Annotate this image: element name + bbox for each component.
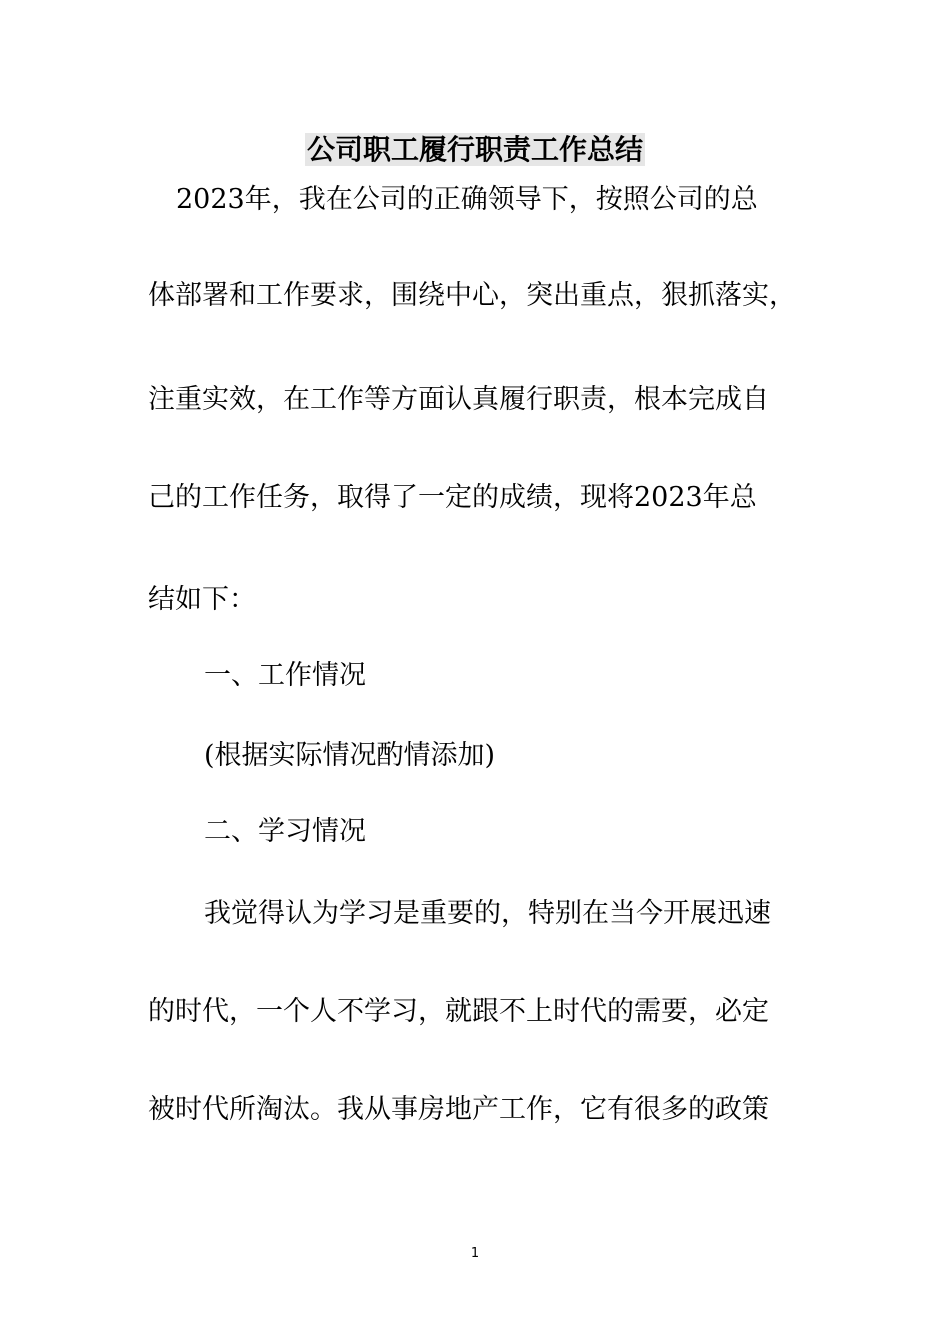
document-title [0, 130, 950, 170]
document-title-text: 公司职工履行职责工作总结 [306, 133, 643, 166]
body-line-1: 2023年，我在公司的正确领导下，按照公司的总 [176, 184, 758, 215]
body-line-4: 己的工作任务，取得了一定的成绩，现将2023年总 [148, 482, 757, 513]
body-line-2: 体部署和工作要求，围绕中心，突出重点，狠抓落实， [148, 280, 796, 311]
body-line-5: 结如下： [148, 584, 256, 615]
body-line-11: 被时代所淘汰。我从事房地产工作，它有很多的政策 [148, 1094, 769, 1125]
section-heading-study: 二、学习情况 [204, 816, 366, 847]
placeholder-note: (根据实际情况酌情添加) [204, 740, 496, 771]
body-line-3: 注重实效，在工作等方面认真履行职责，根本完成自 [148, 384, 769, 415]
body-line-9: 我觉得认为学习是重要的，特别在当今开展迅速 [204, 898, 771, 929]
page-number: 1 [470, 1246, 480, 1261]
body-line-10: 的时代，一个人不学习，就跟不上时代的需要，必定 [148, 996, 769, 1027]
section-heading-work: 一、工作情况 [204, 660, 366, 691]
